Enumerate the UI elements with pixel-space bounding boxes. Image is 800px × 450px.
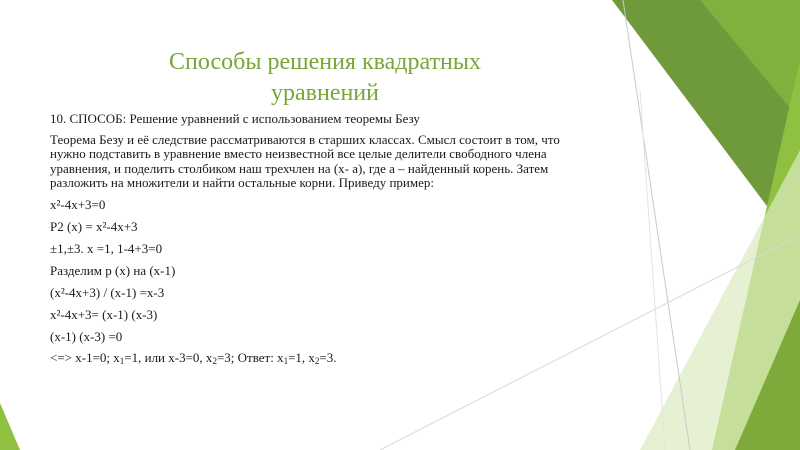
answer-subscript-3: 1 [283, 356, 289, 367]
answer-subscript-1: 1 [119, 356, 125, 367]
equation-line-5: (х²-4х+3) / (х-1) =х-3 [50, 284, 165, 300]
equation-line-3: ±1,±3. х =1, 1-4+3=0 [50, 240, 163, 256]
method-heading: 10. СПОСОБ: Решение уравнений с использованием теоремы Безу [50, 111, 420, 126]
answer-line [50, 351, 580, 365]
slide-title-line-2: уравнений [270, 80, 379, 106]
answer-text-3: =3; Ответ: х [216, 350, 284, 366]
answer-text-5: =3. [319, 350, 337, 366]
slide-content [50, 112, 580, 372]
equation-line-4: Разделим р (х) на (х-1) [50, 262, 176, 278]
slide-title-line-1: Способы решения квадратных [169, 49, 481, 75]
equation-line-7: (х-1) (х-3) =0 [50, 328, 123, 344]
answer-text-1: <=> х-1=0; х [50, 350, 120, 366]
equation-line-1: х²-4х+3=0 [50, 197, 106, 213]
answer-text-2: =1, или х-3=0, х [124, 350, 213, 366]
thin-diagonal-line-3 [640, 90, 665, 450]
equation-line-2: Р2 (х) = х²-4х+3 [50, 219, 138, 235]
green-triangle-bottom-left [0, 403, 20, 450]
method-description: Теорема Безу и её следствие рассматриваются в старших классах. Смысл состоит в том, что нужно подставить в уравнение вместо неизвестной все целые делители свободного члена уравнения, и поделить столбиком наш трехчлен на (х- а), где а – найденный корень. Затем разложить на множители и найти остальные корни. Приведу пример: [50, 132, 560, 191]
answer-subscript-2: 2 [212, 356, 217, 367]
slide-title [100, 47, 550, 109]
answer-subscript-4: 2 [314, 356, 320, 367]
answer-text-4: =1, х [288, 350, 315, 366]
equation-line-6: х²-4х+3= (х-1) (х-3) [50, 306, 158, 322]
